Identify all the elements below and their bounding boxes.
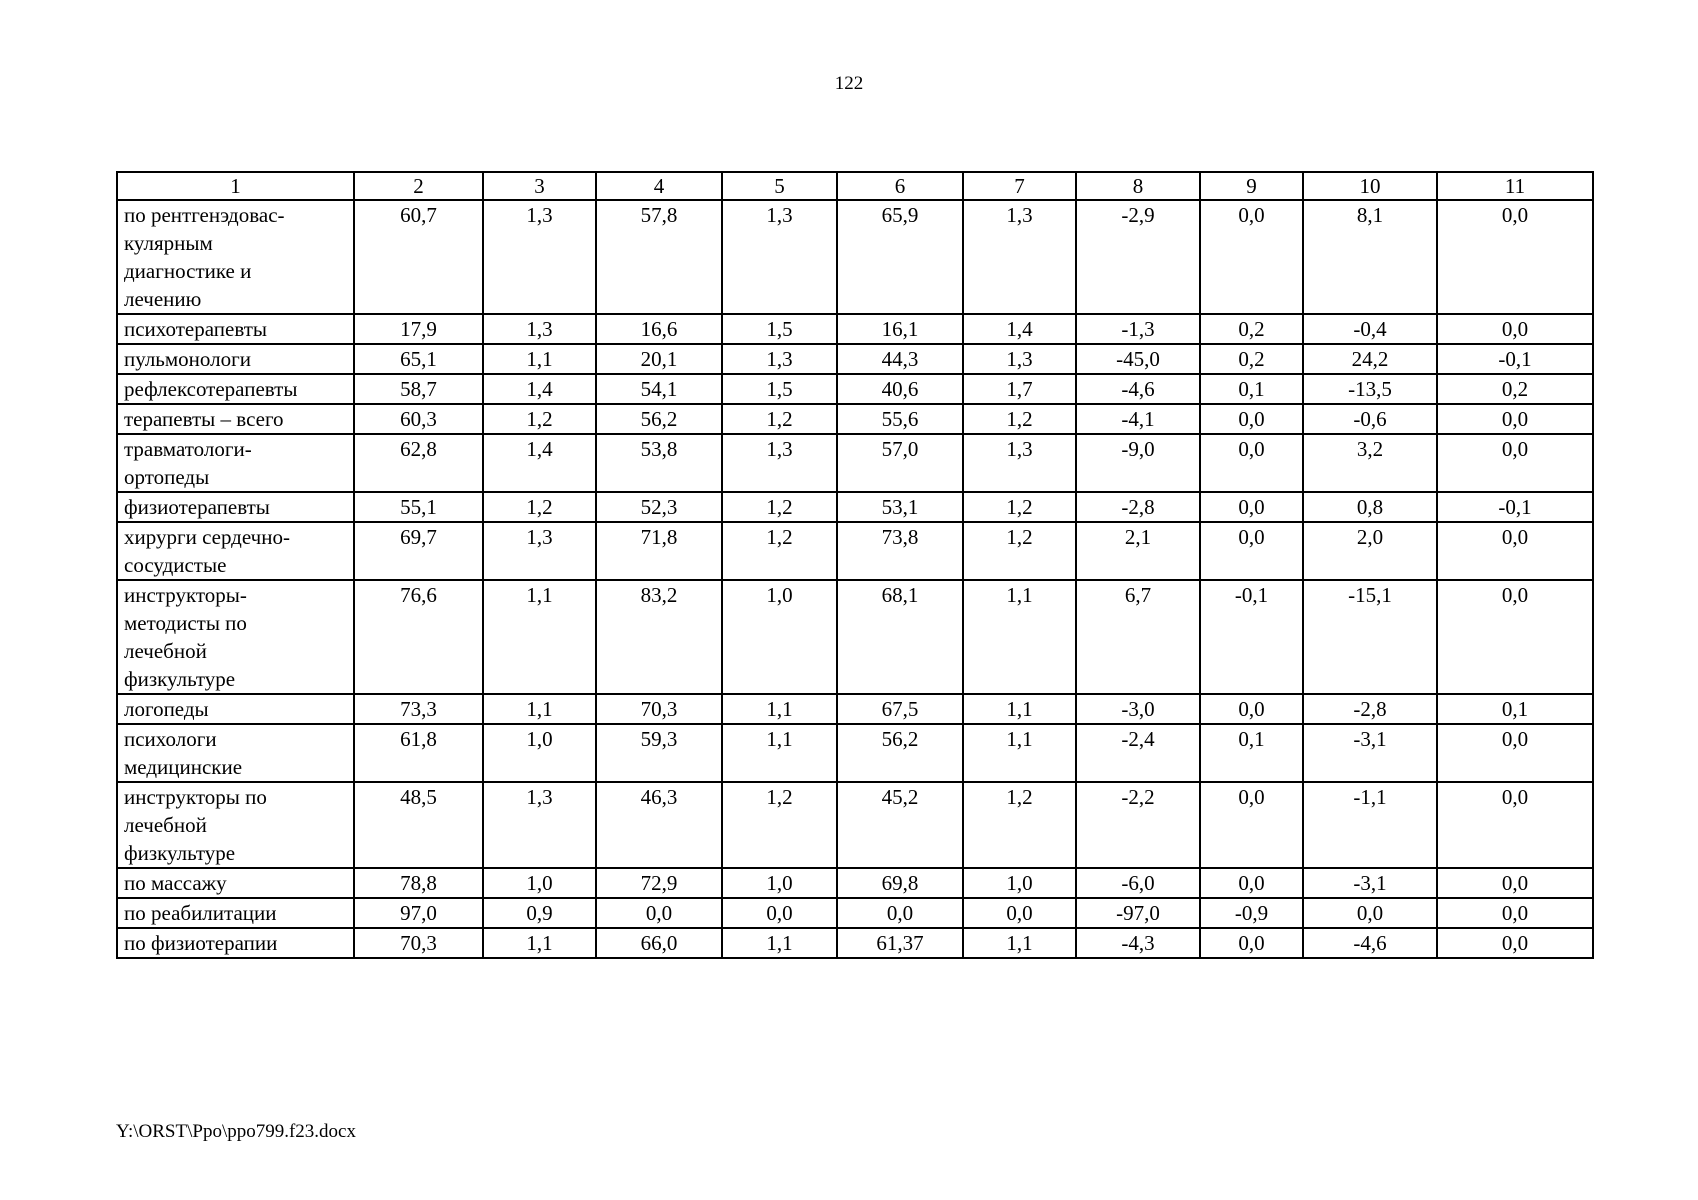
value-cell: -4,3 xyxy=(1076,928,1200,958)
value-cell: 1,3 xyxy=(722,200,837,314)
row-label-line: кулярным xyxy=(124,231,213,255)
table-row xyxy=(117,868,1593,898)
row-label-line: медицинские xyxy=(124,755,243,779)
table-body xyxy=(117,172,1593,958)
row-label-line: лечебной xyxy=(124,639,207,663)
value-cell: 0,2 xyxy=(1437,374,1593,404)
row-label-cell xyxy=(117,724,354,782)
value-cell: 0,1 xyxy=(1200,724,1303,782)
value-cell: 72,9 xyxy=(596,868,722,898)
value-cell: -1,1 xyxy=(1303,782,1437,868)
value-cell: 1,1 xyxy=(483,928,596,958)
value-cell: 0,0 xyxy=(1200,694,1303,724)
value-cell: 1,1 xyxy=(483,344,596,374)
value-cell: 53,1 xyxy=(837,492,963,522)
value-cell: 0,0 xyxy=(1437,522,1593,580)
value-cell: 52,3 xyxy=(596,492,722,522)
value-cell: -3,1 xyxy=(1303,868,1437,898)
value-cell: -0,1 xyxy=(1200,580,1303,694)
value-cell: 1,2 xyxy=(963,492,1076,522)
row-label-line: ортопеды xyxy=(124,465,210,489)
value-cell: 61,37 xyxy=(837,928,963,958)
value-cell: 70,3 xyxy=(354,928,483,958)
row-label-cell xyxy=(117,782,354,868)
value-cell: 1,2 xyxy=(722,492,837,522)
value-cell: 24,2 xyxy=(1303,344,1437,374)
value-cell: 1,1 xyxy=(722,724,837,782)
row-label-cell xyxy=(117,404,354,434)
value-cell: 1,5 xyxy=(722,374,837,404)
row-label-line: по массажу xyxy=(124,871,227,895)
value-cell: 3,2 xyxy=(1303,434,1437,492)
row-label-cell xyxy=(117,344,354,374)
row-label-cell xyxy=(117,492,354,522)
value-cell: 0,0 xyxy=(1200,522,1303,580)
value-cell: 8,1 xyxy=(1303,200,1437,314)
value-cell: 69,7 xyxy=(354,522,483,580)
value-cell: 0,0 xyxy=(1437,314,1593,344)
value-cell: 1,1 xyxy=(963,724,1076,782)
value-cell: 1,3 xyxy=(963,200,1076,314)
value-cell: 0,0 xyxy=(1200,434,1303,492)
row-label-line: лечению xyxy=(124,287,202,311)
value-cell: -2,2 xyxy=(1076,782,1200,868)
value-cell: 65,1 xyxy=(354,344,483,374)
value-cell: 0,0 xyxy=(963,898,1076,928)
value-cell: 55,1 xyxy=(354,492,483,522)
row-label-cell xyxy=(117,522,354,580)
value-cell: 1,3 xyxy=(483,522,596,580)
value-cell: -3,1 xyxy=(1303,724,1437,782)
row-label-line: рефлексотерапевты xyxy=(124,377,298,401)
value-cell: -9,0 xyxy=(1076,434,1200,492)
value-cell: 0,0 xyxy=(1200,200,1303,314)
value-cell: 1,4 xyxy=(483,434,596,492)
value-cell: -3,0 xyxy=(1076,694,1200,724)
value-cell: 1,0 xyxy=(722,580,837,694)
row-label-line: физиотерапевты xyxy=(124,495,270,519)
value-cell: -2,8 xyxy=(1303,694,1437,724)
column-number-cell: 6 xyxy=(837,172,963,200)
value-cell: 0,8 xyxy=(1303,492,1437,522)
column-number-cell: 8 xyxy=(1076,172,1200,200)
value-cell: 0,0 xyxy=(1200,782,1303,868)
value-cell: 2,1 xyxy=(1076,522,1200,580)
value-cell: 70,3 xyxy=(596,694,722,724)
value-cell: -4,6 xyxy=(1076,374,1200,404)
column-number-cell: 7 xyxy=(963,172,1076,200)
value-cell: 16,6 xyxy=(596,314,722,344)
column-number-row xyxy=(117,172,1593,200)
value-cell: 0,2 xyxy=(1200,314,1303,344)
row-label-cell xyxy=(117,694,354,724)
value-cell: 1,3 xyxy=(722,434,837,492)
value-cell: 1,2 xyxy=(483,404,596,434)
value-cell: -0,9 xyxy=(1200,898,1303,928)
value-cell: -2,4 xyxy=(1076,724,1200,782)
value-cell: 83,2 xyxy=(596,580,722,694)
table-row xyxy=(117,782,1593,868)
table-row xyxy=(117,522,1593,580)
row-label-cell xyxy=(117,868,354,898)
table-row xyxy=(117,694,1593,724)
value-cell: 1,2 xyxy=(722,782,837,868)
value-cell: 17,9 xyxy=(354,314,483,344)
value-cell: -2,8 xyxy=(1076,492,1200,522)
value-cell: 1,1 xyxy=(963,928,1076,958)
table-row xyxy=(117,492,1593,522)
value-cell: -0,4 xyxy=(1303,314,1437,344)
value-cell: 1,0 xyxy=(963,868,1076,898)
value-cell: 2,0 xyxy=(1303,522,1437,580)
value-cell: 0,0 xyxy=(1200,868,1303,898)
value-cell: 1,0 xyxy=(722,868,837,898)
row-label-line: методисты по xyxy=(124,611,247,635)
value-cell: 0,2 xyxy=(1200,344,1303,374)
value-cell: 71,8 xyxy=(596,522,722,580)
value-cell: 46,3 xyxy=(596,782,722,868)
value-cell: 66,0 xyxy=(596,928,722,958)
value-cell: 53,8 xyxy=(596,434,722,492)
value-cell: 1,2 xyxy=(483,492,596,522)
value-cell: 1,2 xyxy=(963,782,1076,868)
value-cell: 1,1 xyxy=(722,694,837,724)
row-label-line: логопеды xyxy=(124,697,209,721)
value-cell: -6,0 xyxy=(1076,868,1200,898)
value-cell: 73,8 xyxy=(837,522,963,580)
table-row xyxy=(117,724,1593,782)
value-cell: 1,2 xyxy=(722,522,837,580)
value-cell: 48,5 xyxy=(354,782,483,868)
data-table xyxy=(116,171,1594,959)
row-label-cell xyxy=(117,898,354,928)
value-cell: -4,1 xyxy=(1076,404,1200,434)
value-cell: 78,8 xyxy=(354,868,483,898)
value-cell: 0,0 xyxy=(1200,404,1303,434)
value-cell: 1,1 xyxy=(722,928,837,958)
value-cell: 1,3 xyxy=(483,314,596,344)
value-cell: -0,1 xyxy=(1437,492,1593,522)
row-label-line: по рентгенэдовас- xyxy=(124,203,285,227)
value-cell: 65,9 xyxy=(837,200,963,314)
row-label-line: по физиотерапии xyxy=(124,931,278,955)
page-number: 122 xyxy=(834,73,864,94)
value-cell: 68,1 xyxy=(837,580,963,694)
value-cell: 67,5 xyxy=(837,694,963,724)
column-number-cell: 3 xyxy=(483,172,596,200)
value-cell: 60,3 xyxy=(354,404,483,434)
row-label-line: инструкторы- xyxy=(124,583,247,607)
value-cell: 57,8 xyxy=(596,200,722,314)
value-cell: 44,3 xyxy=(837,344,963,374)
footer-file-path: Y:\ORST\Ppo\ppo799.f23.docx xyxy=(116,1121,356,1142)
value-cell: 57,0 xyxy=(837,434,963,492)
row-label-line: физкультуре xyxy=(124,841,236,865)
column-number-cell: 11 xyxy=(1437,172,1593,200)
row-label-line: психологи xyxy=(124,727,217,751)
table-row xyxy=(117,374,1593,404)
value-cell: 0,0 xyxy=(1303,898,1437,928)
row-label-line: физкультуре xyxy=(124,667,236,691)
table-row xyxy=(117,344,1593,374)
value-cell: 6,7 xyxy=(1076,580,1200,694)
value-cell: 0,1 xyxy=(1200,374,1303,404)
value-cell: 60,7 xyxy=(354,200,483,314)
column-number-cell: 4 xyxy=(596,172,722,200)
value-cell: 1,3 xyxy=(963,434,1076,492)
column-number-cell: 1 xyxy=(117,172,354,200)
value-cell: 1,0 xyxy=(483,868,596,898)
value-cell: 61,8 xyxy=(354,724,483,782)
value-cell: 45,2 xyxy=(837,782,963,868)
value-cell: 0,0 xyxy=(596,898,722,928)
value-cell: -45,0 xyxy=(1076,344,1200,374)
value-cell: 0,0 xyxy=(837,898,963,928)
value-cell: 1,1 xyxy=(963,580,1076,694)
row-label-cell xyxy=(117,928,354,958)
value-cell: 0,0 xyxy=(1437,404,1593,434)
row-label-line: лечебной xyxy=(124,813,207,837)
row-label-cell xyxy=(117,434,354,492)
value-cell: 0,0 xyxy=(1200,928,1303,958)
row-label-line: пульмонологи xyxy=(124,347,251,371)
value-cell: 1,2 xyxy=(963,522,1076,580)
value-cell: 73,3 xyxy=(354,694,483,724)
value-cell: 1,1 xyxy=(483,580,596,694)
row-label-line: психотерапевты xyxy=(124,317,268,341)
row-label-line: хирурги сердечно- xyxy=(124,525,290,549)
value-cell: 0,9 xyxy=(483,898,596,928)
value-cell: 1,4 xyxy=(483,374,596,404)
row-label-line: травматологи- xyxy=(124,437,252,461)
value-cell: 1,3 xyxy=(963,344,1076,374)
value-cell: 69,8 xyxy=(837,868,963,898)
table-row xyxy=(117,200,1593,314)
value-cell: 58,7 xyxy=(354,374,483,404)
value-cell: 1,1 xyxy=(963,694,1076,724)
value-cell: 55,6 xyxy=(837,404,963,434)
value-cell: 56,2 xyxy=(596,404,722,434)
value-cell: 62,8 xyxy=(354,434,483,492)
row-label-cell xyxy=(117,374,354,404)
row-label-cell xyxy=(117,314,354,344)
value-cell: 1,3 xyxy=(483,782,596,868)
value-cell: 1,0 xyxy=(483,724,596,782)
value-cell: 1,7 xyxy=(963,374,1076,404)
value-cell: -15,1 xyxy=(1303,580,1437,694)
value-cell: 1,5 xyxy=(722,314,837,344)
column-number-cell: 10 xyxy=(1303,172,1437,200)
value-cell: 1,2 xyxy=(722,404,837,434)
column-number-cell: 9 xyxy=(1200,172,1303,200)
value-cell: -4,6 xyxy=(1303,928,1437,958)
table-row xyxy=(117,314,1593,344)
row-label-cell xyxy=(117,200,354,314)
value-cell: 59,3 xyxy=(596,724,722,782)
value-cell: 1,3 xyxy=(722,344,837,374)
value-cell: 0,0 xyxy=(1437,898,1593,928)
table-row xyxy=(117,898,1593,928)
row-label-line: диагностике и xyxy=(124,259,252,283)
value-cell: 1,3 xyxy=(483,200,596,314)
value-cell: 0,0 xyxy=(1437,724,1593,782)
value-cell: 40,6 xyxy=(837,374,963,404)
row-label-line: инструкторы по xyxy=(124,785,267,809)
value-cell: 0,1 xyxy=(1437,694,1593,724)
row-label-line: по реабилитации xyxy=(124,901,277,925)
value-cell: 97,0 xyxy=(354,898,483,928)
value-cell: 1,2 xyxy=(963,404,1076,434)
value-cell: 0,0 xyxy=(1437,928,1593,958)
value-cell: 76,6 xyxy=(354,580,483,694)
value-cell: 16,1 xyxy=(837,314,963,344)
row-label-cell xyxy=(117,580,354,694)
value-cell: 1,4 xyxy=(963,314,1076,344)
value-cell: -2,9 xyxy=(1076,200,1200,314)
value-cell: -97,0 xyxy=(1076,898,1200,928)
value-cell: 20,1 xyxy=(596,344,722,374)
value-cell: 0,0 xyxy=(1200,492,1303,522)
value-cell: 0,0 xyxy=(1437,434,1593,492)
value-cell: 0,0 xyxy=(1437,580,1593,694)
value-cell: 56,2 xyxy=(837,724,963,782)
value-cell: -0,1 xyxy=(1437,344,1593,374)
table-row xyxy=(117,580,1593,694)
table-row xyxy=(117,404,1593,434)
value-cell: 54,1 xyxy=(596,374,722,404)
column-number-cell: 2 xyxy=(354,172,483,200)
value-cell: -13,5 xyxy=(1303,374,1437,404)
table-row xyxy=(117,434,1593,492)
value-cell: 0,0 xyxy=(1437,200,1593,314)
row-label-line: терапевты – всего xyxy=(124,407,284,431)
table-row xyxy=(117,928,1593,958)
value-cell: 0,0 xyxy=(1437,868,1593,898)
value-cell: 1,1 xyxy=(483,694,596,724)
value-cell: -0,6 xyxy=(1303,404,1437,434)
value-cell: 0,0 xyxy=(1437,782,1593,868)
row-label-line: сосудистые xyxy=(124,553,227,577)
value-cell: -1,3 xyxy=(1076,314,1200,344)
value-cell: 0,0 xyxy=(722,898,837,928)
column-number-cell: 5 xyxy=(722,172,837,200)
